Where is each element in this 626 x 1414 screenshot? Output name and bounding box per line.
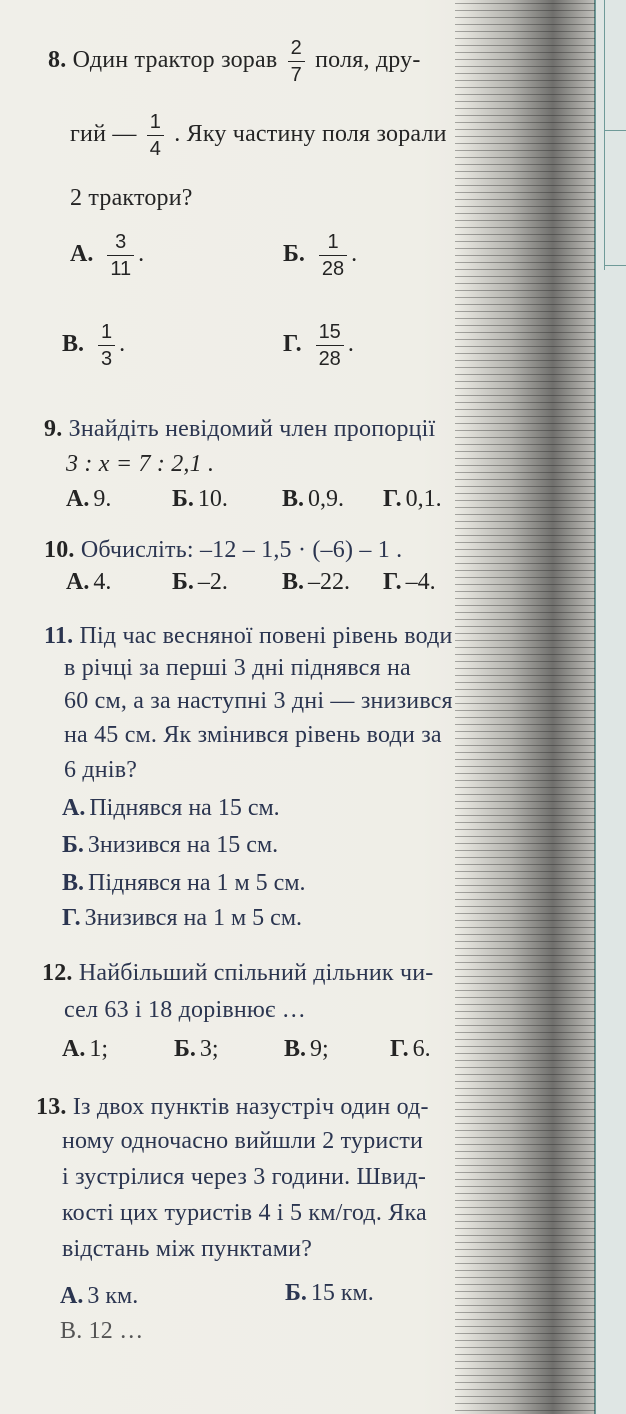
- option-suffix: .: [347, 331, 354, 358]
- q13-text-line: відстань між пунктами?: [62, 1236, 313, 1262]
- option-value: 6.: [412, 1036, 431, 1062]
- option-value: 4.: [93, 569, 112, 595]
- q8-line3: 2 трактори?: [70, 185, 193, 211]
- q9-expression: 3 : x = 7 : 2,1 .: [66, 451, 215, 477]
- q8-text-a: Один трактор зорав: [72, 47, 278, 74]
- option-value: 1;: [89, 1036, 109, 1062]
- q12-number: 12.: [42, 960, 73, 986]
- q8-frac2-den: 4: [147, 135, 164, 159]
- option-label: В.: [62, 870, 85, 896]
- q8-text-c: гий —: [70, 121, 137, 148]
- q8-line1: [48, 38, 421, 85]
- q13-text-line: Із двох пунктів назустріч один од-: [72, 1094, 429, 1120]
- grid-line: [604, 265, 626, 266]
- option-label: В.: [282, 569, 305, 595]
- option-label: Б.: [174, 1036, 196, 1062]
- q8-option-b: [283, 232, 357, 279]
- option-value: 10.: [197, 486, 228, 512]
- q13-number: 13.: [36, 1094, 67, 1120]
- option-value: –2.: [197, 569, 228, 595]
- option-label: Б.: [172, 569, 194, 595]
- option-label: А.: [60, 1283, 84, 1309]
- option-value: Піднявся на 1 м 5 см.: [88, 870, 306, 896]
- option-value: 9;: [310, 1036, 329, 1062]
- option-value: 3 км.: [87, 1283, 139, 1309]
- option-value: 3;: [199, 1036, 219, 1062]
- q13-option-v-partial: В. 12 …: [60, 1318, 144, 1338]
- q10-number: 10.: [44, 537, 75, 563]
- option-label: Г.: [390, 1036, 409, 1062]
- q10-option-b: [172, 569, 228, 596]
- option-label: Г.: [62, 905, 81, 931]
- q11-text-line: Під час весняної повені рівень води: [79, 623, 453, 649]
- option-value: Знизився на 15 см.: [87, 832, 279, 858]
- grid-line: [604, 0, 605, 270]
- option-fraction: [316, 322, 344, 369]
- option-label: А.: [62, 1036, 86, 1062]
- option-label: А.: [66, 486, 90, 512]
- option-label: В.: [282, 486, 305, 512]
- frac-num: 1: [101, 321, 113, 343]
- q9-option-v: [282, 486, 344, 513]
- q8-text-d: . Яку частину поля зорали: [174, 121, 447, 148]
- q12-option-a: [62, 1036, 108, 1063]
- option-label: Г.: [383, 486, 402, 512]
- option-label: В.: [284, 1036, 307, 1062]
- option-label: Б.: [285, 1280, 307, 1306]
- q11-text-line: 60 см, а за наступні 3 дні — знизився: [64, 688, 453, 714]
- q8-frac1-den: 7: [288, 61, 305, 85]
- q13-option-a: [60, 1283, 138, 1310]
- frac-den: 28: [319, 255, 347, 279]
- q13-text-line: і зустрілися через 3 години. Швид-: [62, 1164, 427, 1190]
- q12-option-g: [390, 1036, 431, 1063]
- q10-option-a: [66, 569, 111, 596]
- option-label: Б.: [62, 832, 84, 858]
- q8-fraction-1: [288, 38, 305, 85]
- q11-text-line: в річці за перші 3 дні піднявся на: [64, 655, 411, 681]
- q8-option-a: [70, 232, 144, 279]
- q10-text: Обчисліть: –12 – 1,5 · (–6) – 1 .: [80, 537, 403, 563]
- q8-number: 8.: [48, 47, 67, 74]
- q11-option-g: [62, 905, 302, 932]
- option-value: Знизився на 1 м 5 см.: [84, 905, 303, 931]
- q9-text: Знайдіть невідомий член пропорції: [68, 416, 436, 442]
- q11-number: 11.: [44, 623, 74, 649]
- option-label: А.: [70, 241, 94, 268]
- option-value: 0,9.: [308, 486, 345, 512]
- option-label: А.: [62, 795, 86, 821]
- frac-den: 3: [98, 345, 115, 369]
- q12-text-line: сел 63 і 18 дорівнює …: [64, 997, 306, 1023]
- option-suffix: .: [119, 331, 126, 358]
- q9-option-b: [172, 486, 228, 513]
- q8-option-v: [62, 322, 125, 369]
- option-label: Б.: [172, 486, 194, 512]
- option-label: Б.: [283, 241, 305, 268]
- q12-line1: [42, 960, 433, 987]
- q8-frac2-num: 1: [149, 111, 162, 133]
- frac-num: 15: [318, 321, 341, 343]
- q11-line1: [44, 623, 453, 650]
- q11-text-line: на 45 см. Як змінився рівень води за: [64, 722, 442, 748]
- option-suffix: .: [138, 241, 145, 268]
- q8-line2: [70, 112, 447, 159]
- option-fraction: [98, 322, 115, 369]
- option-value: Піднявся на 15 см.: [89, 795, 280, 821]
- q12-option-v: [284, 1036, 329, 1063]
- q12-text-line: Найбільший спільний дільник чи-: [78, 960, 434, 986]
- option-label: А.: [66, 569, 90, 595]
- frac-num: 3: [115, 231, 127, 253]
- q10-line1: [44, 537, 402, 564]
- q9-number: 9.: [44, 416, 63, 442]
- option-value: 15 км.: [310, 1280, 374, 1306]
- q10-option-v: [282, 569, 350, 596]
- q8-text-b: поля, дру-: [315, 47, 421, 74]
- q13-option-b: [285, 1280, 374, 1307]
- q11-text-line: 6 днів?: [64, 757, 138, 783]
- frac-den: 28: [316, 345, 344, 369]
- option-value: –4.: [405, 569, 436, 595]
- option-fraction: [107, 232, 134, 279]
- option-suffix: .: [351, 241, 358, 268]
- option-label: Г.: [383, 569, 402, 595]
- q13-line1: [36, 1094, 429, 1121]
- q13-text-line: ному одночасно вийшли 2 туристи: [62, 1128, 424, 1154]
- option-value: 0,1.: [405, 486, 442, 512]
- grid-line: [604, 130, 626, 131]
- option-label: Г.: [283, 331, 302, 358]
- q11-option-v: [62, 870, 306, 897]
- q8-option-g: [283, 322, 354, 369]
- q12-option-b: [174, 1036, 219, 1063]
- option-fraction: [319, 232, 347, 279]
- q13-text-line: кості цих туристів 4 і 5 км/год. Яка: [62, 1200, 427, 1226]
- q9-option-g: [383, 486, 442, 513]
- option-value: 9.: [93, 486, 112, 512]
- q9-line1: [44, 416, 435, 443]
- q11-option-a: [62, 795, 280, 822]
- q10-option-g: [383, 569, 436, 596]
- q8-fraction-2: [147, 112, 164, 159]
- frac-num: 1: [327, 231, 339, 253]
- option-label: В.: [62, 331, 85, 358]
- option-value: –22.: [308, 569, 351, 595]
- q9-option-a: [66, 486, 111, 513]
- q11-option-b: [62, 832, 278, 859]
- q8-frac1-num: 2: [290, 37, 302, 59]
- frac-den: 11: [107, 255, 134, 279]
